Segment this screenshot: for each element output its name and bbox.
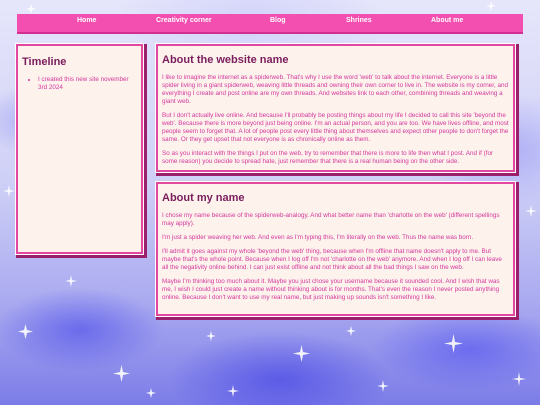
paragraph: I'll admit it goes against my whole 'beyond the web' thing, because when I'm offline that name doesn't apply to me. But maybe that's the whole point. Because when I log off I'm not 'charlotte on the web' anymore. And when I log off I can leave all the negativity online behind. I can just exist offline and not think about all the bad things I saw on the web. (162, 248, 502, 272)
paragraph: I chose my name because of the spiderweb-analogy. And what better name than 'charlotte on the web' (different spellings may apply). (162, 212, 500, 228)
paragraph: So as you interact with the things I put on the web, try to remember that there is more to life then what I post. And if (for some reason) you decide to spread hate, just remember that there is a real human being on the other side. (162, 150, 494, 166)
nav-link-about-me[interactable]: About me (431, 17, 464, 24)
nav-link-creativity-corner[interactable]: Creativity corner (156, 17, 212, 24)
timeline-heading: Timeline (22, 56, 67, 68)
section-heading: About my name (162, 192, 245, 204)
about-website-name-section (156, 44, 515, 172)
paragraph: Maybe I'm thinking too much about it. Maybe you just chose your username because it sounded cool. And I wish that was me, I wish I could just create a name without thinking about is for months. That's even the reason I never posted anything online. Because I don't want to use my real name, but just making up sounds isn't something I like. (162, 278, 500, 302)
section-heading: About the website name (162, 54, 289, 66)
paragraph: I like to imagine the internet as a spiderweb. That's why I use the word 'web' to talk about the internet. Everyone is a little spider living in a giant spiderweb, weaving little threads and owning their own corner to live in. The website is my corner, and everything I create and post online are my own threads. And websites link to each other, combining threads and weaving a giant web. (162, 74, 509, 106)
nav-link-blog[interactable]: Blog (270, 17, 286, 24)
timeline-list (22, 76, 137, 92)
timeline-sidebar (16, 44, 143, 254)
paragraph: But I don't actually live online. And because I'll probably be posting things about my life I decided to call this site 'beyond the web'. Because there is more beyond just being online. I'm an actual person, and you are too. We have lives offline, and most people seem to forget that. A lot of people post every little thing about themselves and expect other people to don't forget the same. Or they get upset that not everyone is as chronically online as them. (162, 112, 509, 144)
nav-link-shrines[interactable]: Shrines (346, 17, 372, 24)
timeline-entry: • I created this new site november 3rd 2024 (38, 76, 137, 92)
top-navigation-bar (17, 14, 523, 34)
paragraph: I'm just a spider weaving her web. And even as I'm typing this, I'm literally on the web. Thus the name was born. (162, 234, 474, 242)
about-my-name-section (156, 182, 515, 316)
nav-link-home[interactable]: Home (77, 17, 97, 24)
